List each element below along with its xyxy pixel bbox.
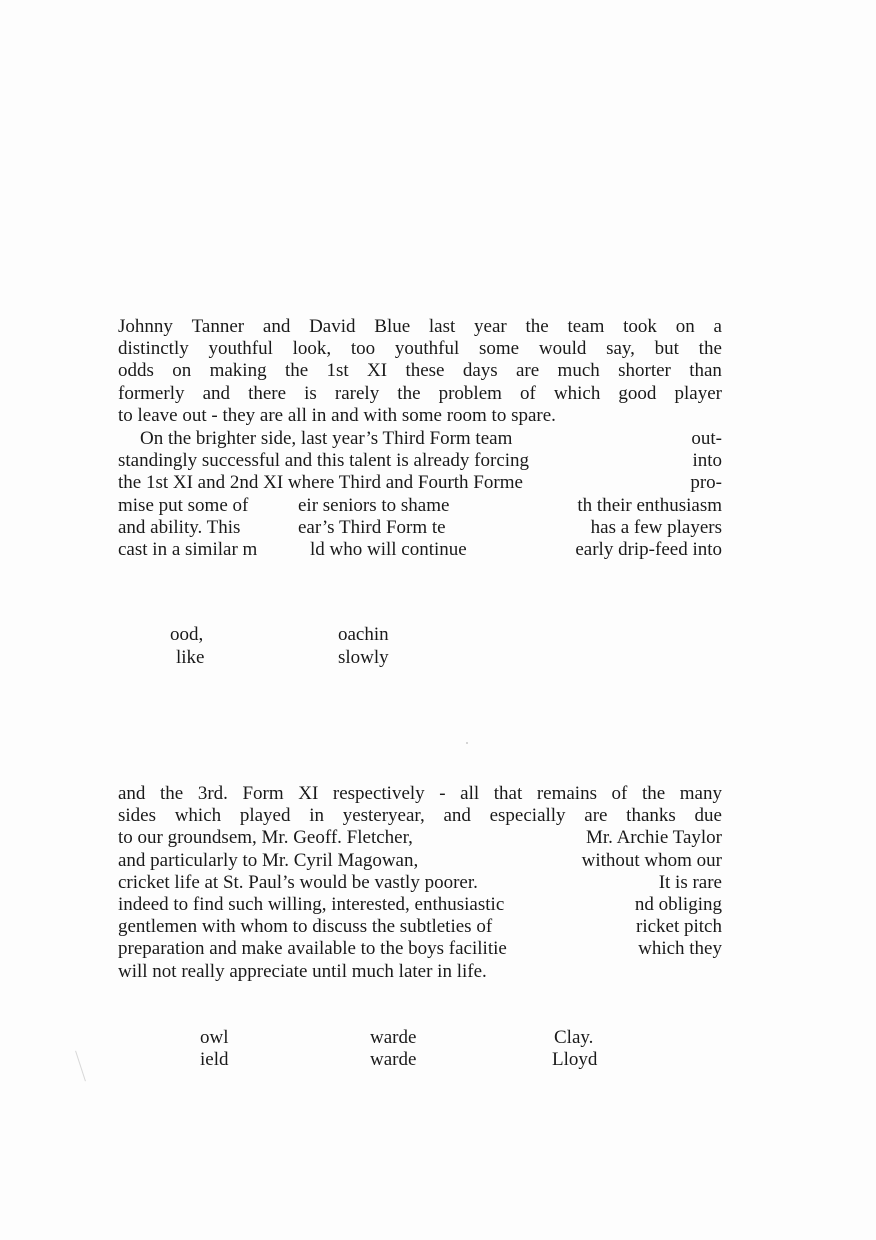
word: year (474, 316, 507, 337)
text-line (118, 338, 722, 360)
word: some (479, 338, 520, 360)
text-line: to our groundsem, Mr. Geoff. Fletcher, Mr. Archie Taylor (118, 827, 722, 849)
word: the (397, 382, 421, 404)
fragment-text: ood, (170, 624, 204, 645)
word: and (262, 316, 291, 337)
fragment-text: warde (370, 1027, 417, 1048)
word: many (679, 783, 722, 804)
word: distinctly (118, 338, 189, 360)
fragment-text: oachin (338, 624, 389, 645)
fragment-text: Lloyd (552, 1049, 598, 1070)
word: David (309, 316, 356, 337)
word: thanks (626, 805, 676, 827)
word: - (439, 783, 446, 804)
word: player (674, 382, 722, 404)
text-line: mise put some of eir seniors to shame th their enthusiasm (118, 494, 722, 516)
word: than (689, 360, 722, 382)
word: and (118, 783, 146, 804)
text-line: On the brighter side, last year’s Third Form team out- (140, 428, 722, 449)
scan-artifact (75, 1051, 86, 1082)
word: the (160, 783, 184, 804)
word: all (460, 783, 480, 804)
word: youthful (394, 338, 460, 360)
fragment-text: like (176, 647, 205, 668)
word: Blue (374, 316, 411, 337)
word: would (538, 338, 587, 360)
word: odds (118, 360, 154, 382)
word: team (567, 316, 605, 337)
word: due (694, 805, 722, 827)
word: say, (606, 338, 635, 360)
word: sides (118, 805, 156, 827)
word: problem (438, 382, 502, 404)
scan-speck (466, 742, 468, 744)
text-line (118, 805, 722, 827)
word: on (675, 316, 695, 337)
word: remains (536, 783, 597, 804)
text-line: and ability. This ear’s Third Form te has a few players (118, 516, 722, 538)
word: formerly (118, 382, 185, 404)
text-line: and particularly to Mr. Cyril Magowan, without whom our (118, 849, 722, 871)
word: Form (242, 783, 284, 804)
text-line: the 1st XI and 2nd XI where Third and Fourth Forme pro- (118, 472, 722, 494)
word: is (304, 382, 317, 404)
text-line (118, 360, 722, 382)
word: youthful (208, 338, 273, 360)
word: Tanner (191, 316, 245, 337)
word: the (698, 338, 722, 360)
word: rarely (334, 382, 380, 404)
word: and (202, 382, 230, 404)
word: look, (292, 338, 332, 360)
fragment-text: Clay. (554, 1027, 594, 1048)
word: but (654, 338, 679, 360)
text-line: preparation and make available to the boys facilitie which they (118, 938, 722, 960)
word: 1st (326, 360, 349, 382)
word: the (284, 360, 309, 382)
fragment-text: owl (200, 1027, 229, 1048)
word: there (248, 382, 287, 404)
word: respectively (332, 783, 425, 804)
word: making (209, 360, 267, 382)
word: XI (367, 360, 388, 382)
word: 3rd. (197, 783, 228, 804)
text-line: will not really appreciate until much later in life. (118, 960, 487, 982)
word: a (713, 316, 722, 337)
word: last (428, 316, 456, 337)
word: the (525, 316, 549, 337)
word: XI (298, 783, 319, 804)
word: and (443, 805, 471, 827)
word: are (584, 805, 608, 827)
word: which (553, 382, 601, 404)
word: in (309, 805, 324, 827)
word: on (172, 360, 192, 382)
fragment-text: warde (370, 1049, 417, 1070)
word: yesteryear, (342, 805, 425, 827)
word: of (611, 783, 628, 804)
paragraph-2 (118, 428, 722, 561)
word: too (350, 338, 376, 360)
word: of (520, 382, 536, 404)
word: played (239, 805, 291, 827)
word: took (623, 316, 657, 337)
text-line: gentlemen with whom to discuss the subtleties of ricket pitch (118, 916, 722, 938)
text-line: indeed to find such willing, interested, enthusiastic nd obliging (118, 893, 722, 915)
word: days (462, 360, 498, 382)
text-line: cast in a similar m ld who will continue early drip-feed into (118, 538, 722, 560)
fragment-text: slowly (338, 647, 389, 668)
text-line (118, 316, 722, 338)
word: which (174, 805, 222, 827)
text-line: cricket life at St. Paul’s would be vastly poorer. It is rare (118, 871, 722, 893)
text-line (118, 383, 722, 405)
word: are (516, 360, 540, 382)
word: good (618, 382, 657, 404)
word: especially (489, 805, 566, 827)
text-line (118, 783, 722, 805)
word: shorter (618, 360, 671, 382)
paragraph-3 (118, 783, 722, 983)
paragraph-1 (118, 316, 722, 427)
text-line: to leave out - they are all in and with some room to spare. (118, 404, 556, 426)
text-line: standingly successful and this talent is already forcing into (118, 450, 722, 472)
word: these (405, 360, 445, 382)
word: Johnny (118, 316, 173, 337)
fragment-text: ield (200, 1049, 229, 1070)
word: the (641, 783, 666, 804)
word: that (493, 783, 523, 804)
word: much (557, 360, 600, 382)
